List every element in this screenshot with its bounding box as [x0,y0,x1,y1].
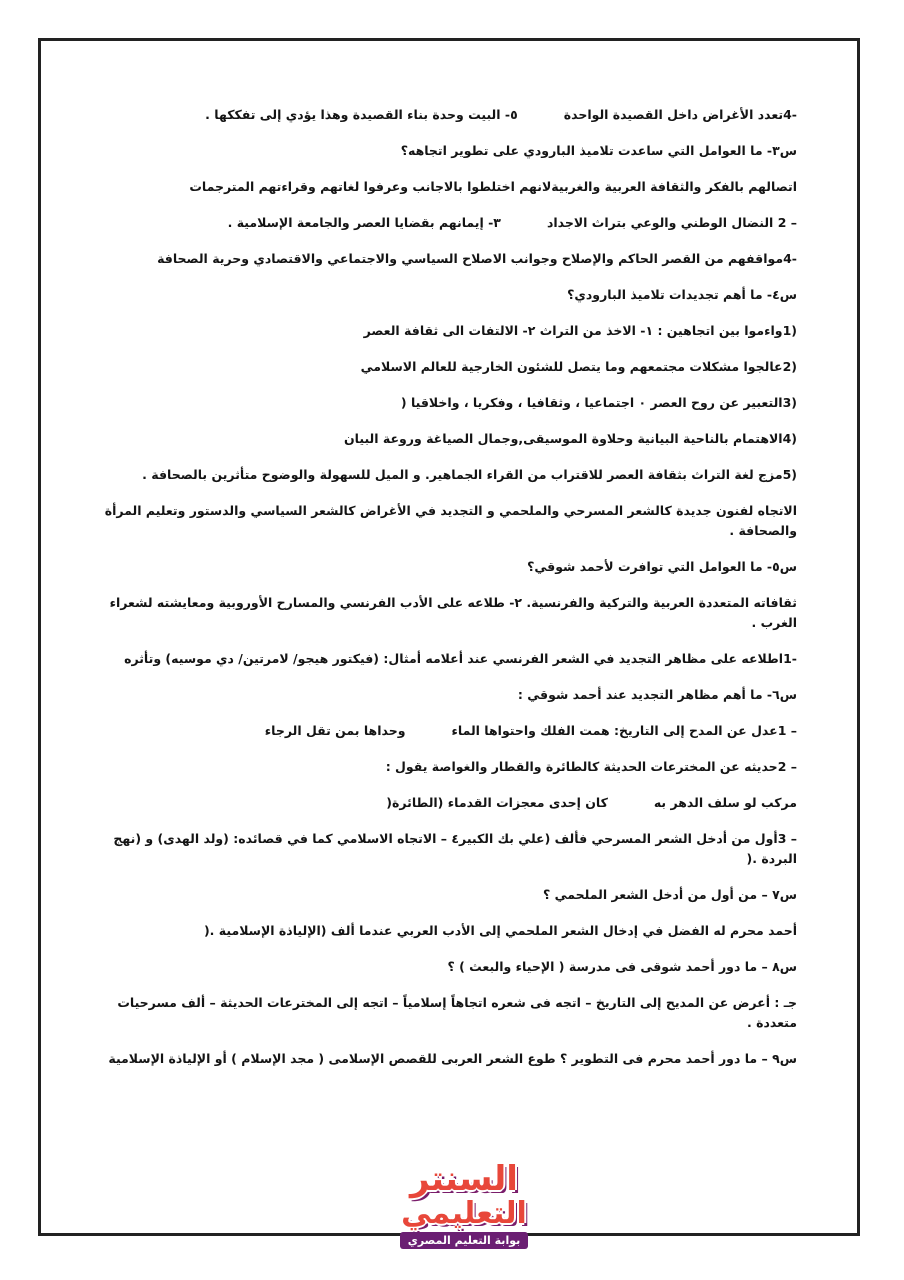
logo-title-top: السنتر [410,1159,518,1199]
text-line [101,793,797,813]
document-body [101,105,797,1069]
text-line: جـ : أعرض عن المديح إلى التاريخ – اتجه فى شعره اتجاهاً إسلامياً – اتجه إلى المخترعات الحديثة – ألف مسرحيات متعددة . [117,995,797,1030]
text-line: -4مواقفهم من القصر الحاكم والإصلاح وجوانب الاصلاح السياسي والاجتماعي والاقتصادي وحرية الصحافة [157,251,797,266]
text-line: أحمد محرم له الفضل في إدخال الشعر الملحمي إلى الأدب العربي عندما ألف (الإلياذة الإسلامية .( [203,923,797,938]
logo-title-bottom: التعليمي [401,1196,527,1231]
text-line: – 3أول من أدخل الشعر المسرحي فألف (علي بك الكبير٤ – الاتجاه الاسلامي كما في قصائده: (ولد الهدى) و (نهج البردة .( [113,831,797,866]
text-line: (4الاهتمام بالناحية البيانية وحلاوة الموسيقى,وجمال الصياغة وروعة البيان [343,431,797,446]
center-logo [392,1160,536,1260]
text-line: س٩ – ما دور أحمد محرم فى التطوير ؟ طوع الشعر العربى للقصص الإسلامى ( مجد الإسلام ) أو الإلياذة الإسلامية [108,1051,797,1066]
text-segment: كان إحدى معجزات القدماء (الطائرة( [386,795,608,810]
text-line: الاتجاه لفنون جديدة كالشعر المسرحي والملحمي و التجديد في الأغراض كالشعر السياسي والدستور وتعليم المرأة والصحافة . [104,503,797,538]
text-line: س٧ – من أول من أدخل الشعر الملحمي ؟ [543,887,797,902]
text-line: اتصالهم بالفكر والثقافة العربية والغربيةلانهم اختلطوا بالاجانب وعرفوا لغاتهم وقراءتهم المترجمات [189,179,797,194]
text-segment: – 2 النضال الوطني والوعي بتراث الاجداد [546,215,797,230]
text-segment: مركب لو سلف الدهر به [653,795,797,810]
text-line: (2عالجوا مشكلات مجتمعهم وما يتصل للشئون الخارجية للعالم الاسلامي [360,359,797,374]
document-page [38,38,860,1236]
text-line: س٥- ما العوامل التي توافرت لأحمد شوقي؟ [527,559,797,574]
text-line: (3التعبير عن روح العصر ٠ اجتماعيا ، وثقافيا ، وفكريا ، واخلاقيا ( [400,395,797,410]
text-segment: -4تعدد الأغراض داخل القصيدة الواحدة [563,107,797,122]
logo-tagline: بوابة التعليم المصري [400,1232,529,1249]
text-line [101,721,797,741]
text-line: ثقافاته المتعددة العربية والتركية والفرنسية. ٢- طلاعه على الأدب الفرنسي والمسارح الأوروبية ومعايشته لشعراء الغرب . [109,595,797,630]
text-line: س٦- ما أهم مظاهر التجديد عند أحمد شوقي : [517,687,797,702]
text-line [101,213,797,233]
text-line: س٤- ما أهم تجديدات تلاميذ البارودي؟ [567,287,797,302]
text-segment: وحداها بمن تقل الرجاء [264,723,406,738]
text-segment: ٥- البيت وحدة بناء القصيدة وهذا يؤدي إلى تفككها . [205,107,518,122]
text-line: – 2حديثه عن المخترعات الحديثة كالطائرة والقطار والغواصة يقول : [385,759,797,774]
text-line: س٨ – ما دور أحمد شوقى فى مدرسة ( الإحياء والبعث ) ؟ [447,959,797,974]
text-segment: – 1عدل عن المدح إلى التاريخ: همت الفلك واحتواها الماء [451,723,797,738]
text-line: -1اطلاعه على مظاهر التجديد في الشعر الفرنسي عند أعلامه أمثال: (فيكتور هيجو/ لامرتين/ دي موسيه) وتأثره [124,651,797,666]
text-line [101,105,797,125]
text-line: (1واءموا بين اتجاهين : ١- الاخذ من التراث ٢- الالتفات الى ثقافة العصر [363,323,797,338]
text-segment: ٣- إيمانهم بقضايا العصر والجامعة الإسلامية . [227,215,501,230]
text-line: (5مزج لغة التراث بثقافة العصر للاقتراب من القراء الجماهير. و الميل للسهولة والوضوح متأثرين بالصحافة . [142,467,797,482]
text-line: س٣- ما العوامل التي ساعدت تلاميذ البارودي على تطوير اتجاهه؟ [400,143,797,158]
